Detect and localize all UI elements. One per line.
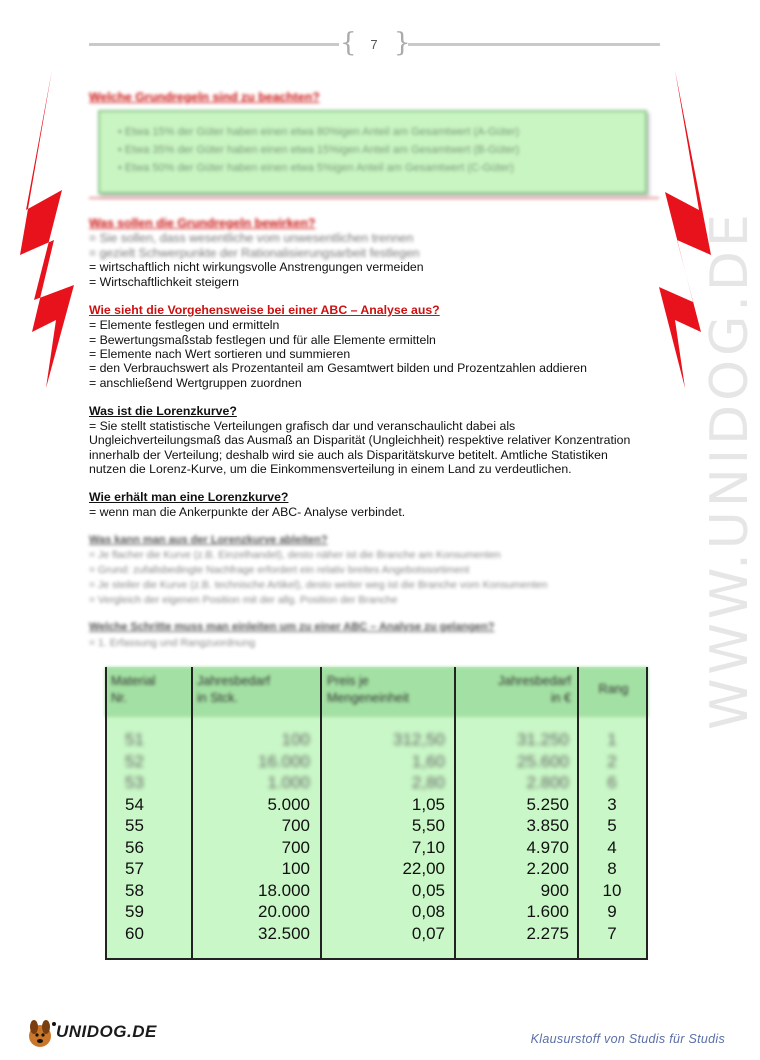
section-heading-grundregeln: Welche Grundregeln sind zu beachten?: [89, 90, 320, 104]
text-line: = anschließend Wertgruppen zuordnen: [89, 376, 302, 390]
table-cell-rang: 1: [607, 730, 617, 749]
text-line: = wirtschaftlich nicht wirkungsvolle Anstrengungen vermeiden: [89, 260, 424, 274]
table-cell-nr: 54: [125, 794, 144, 814]
section-heading-vorgehensweise: Wie sieht die Vorgehensweise bei einer ABC – Analyse aus?: [89, 303, 440, 317]
table-cell-bedarf: 18.000: [258, 880, 310, 900]
table-cell-nr: 51: [125, 730, 144, 749]
table-cell-bedarf: 100: [281, 859, 310, 878]
table-cell-preis: 0,07: [411, 923, 445, 943]
table-border-right: [646, 667, 648, 960]
red-divider: [89, 197, 659, 199]
table-cell-nr: 59: [125, 902, 144, 921]
logo-text: UNIDOG.DE: [56, 1022, 157, 1041]
table-cell-preis: 0,08: [411, 902, 445, 921]
table-cell-bedarf: 5.000: [267, 794, 310, 814]
page-number: 7: [370, 37, 378, 52]
text-line: = Sie sollen, dass wesentliche vom unwesentlichen trennen: [89, 231, 414, 245]
table-cell-nr: 56: [125, 837, 144, 857]
table-header-material: [111, 673, 181, 707]
table-cell-nr: 53: [125, 773, 144, 792]
header-text: Jahresbedarf: [498, 674, 571, 688]
table-cell-wert: 31.250: [517, 730, 569, 749]
section-heading-ableiten: Was kann man aus der Lorenzkurve ableiten?: [89, 534, 328, 546]
table-cell-bedarf: 16.000: [258, 751, 310, 771]
table-cell-rang: 3: [607, 794, 617, 814]
table-header-jahresbedarf-stck: [197, 673, 317, 707]
header-rule-right: [408, 43, 660, 46]
left-lightning-decoration: [18, 70, 78, 390]
table-cell-wert: 5.250: [526, 794, 569, 814]
table-cell-nr: 55: [125, 816, 144, 835]
table-cell-rang: 8: [607, 859, 617, 878]
table-cell-rang: 5: [607, 816, 617, 835]
text-line: = Wirtschaftlichkeit steigern: [89, 275, 240, 289]
text-line: = gezielt Schwerpunkte der Rationalisierungsarbeit festlegen: [89, 246, 420, 260]
table-cell-rang: 2: [607, 751, 617, 771]
table-cell-bedarf: 1.000: [267, 773, 310, 792]
table-cell-wert: 900: [540, 880, 569, 900]
grundregeln-box: [98, 110, 647, 194]
section-heading-lorenzkurve: Was ist die Lorenzkurve?: [89, 404, 237, 418]
table-col-divider: [320, 667, 322, 960]
text-line: innerhalb der Verteilung; deshalb wird sie auch als Disparitätskurve betitelt. Amtliche Statistiken: [89, 448, 608, 462]
table-cell-preis: 2,80: [411, 773, 445, 792]
table-cell-preis: 22,00: [402, 859, 445, 878]
table-col-divider: [454, 667, 456, 960]
table-cell-preis: 1,60: [411, 751, 445, 771]
table-border-bottom: [105, 958, 648, 960]
table-cell-preis: 5,50: [411, 816, 445, 835]
grundregel-item: • Etwa 50% der Güter haben einen etwa 5%igen Anteil am Gesamtwert (C-Güter): [118, 162, 514, 174]
table-cell-rang: 6: [607, 773, 617, 792]
text-line: = Je flacher die Kurve (z.B. Einzelhandel), desto näher ist die Branche am Konsumenten: [89, 549, 501, 561]
header-text: Preis je: [327, 674, 369, 688]
table-cell-rang: 7: [607, 923, 617, 943]
header-rule-left: [89, 43, 339, 46]
table-cell-preis: 7,10: [411, 837, 445, 857]
table-cell-nr: 58: [125, 880, 144, 900]
header-text: Nr.: [111, 691, 127, 705]
text-line: = Sie stellt statistische Verteilungen grafisch dar und veranschaulicht dabei als: [89, 419, 516, 433]
table-cell-wert: 2.800: [526, 773, 569, 792]
table-cell-wert: 4.970: [526, 837, 569, 857]
table-cell-rang: 4: [607, 837, 617, 857]
page-bracket-right: }: [394, 28, 411, 58]
text-line: nutzen die Lorenz-Kurve, um die Einkommensverteilung in einem Land zu verdeutlichen.: [89, 462, 572, 476]
header-text: Material: [111, 674, 156, 688]
text-line: Ungleichverteilungsmaß das Ausmaß an Disparität (Ungleichheit) respektive relativer Konzentration: [89, 433, 631, 447]
table-cell-bedarf: 32.500: [258, 923, 310, 943]
header-text: in €: [550, 691, 571, 705]
grundregel-item: • Etwa 35% der Güter haben einen etwa 15%igen Anteil am Gesamtwert (B-Güter): [118, 144, 520, 156]
header-text: Rang: [598, 682, 629, 696]
section-heading-bewirken: Was sollen die Grundregeln bewirken?: [89, 216, 316, 230]
table-cell-wert: 3.850: [526, 816, 569, 835]
table-cell-bedarf: 20.000: [258, 902, 310, 921]
table-col-divider: [191, 667, 193, 960]
table-cell-bedarf: 700: [281, 816, 310, 835]
table-cell-bedarf: 100: [281, 730, 310, 749]
table-cell-nr: 52: [125, 751, 144, 771]
table-cell-wert: 25.600: [517, 751, 569, 771]
table-cell-nr: 57: [125, 859, 144, 878]
page-bracket-left: {: [340, 28, 357, 58]
table-cell-preis: 0,05: [411, 880, 445, 900]
table-header-jahresbedarf-eur: [461, 673, 571, 707]
watermark: WWW.UNIDOG.DE: [700, 210, 760, 730]
table-border-left: [105, 667, 107, 960]
text-line: = Elemente festlegen und ermitteln: [89, 318, 280, 332]
abc-analyse-table: [105, 667, 648, 960]
table-cell-wert: 1.600: [526, 902, 569, 921]
text-line: = wenn man die Ankerpunkte der ABC- Analyse verbindet.: [89, 505, 406, 519]
text-line: = den Verbrauchswert als Prozentanteil am Gesamtwert bilden und Prozentzahlen addieren: [89, 361, 587, 375]
text-line: = Je steiler die Kurve (z.B. technische Artikel), desto weiter weg ist die Branche vom Konsumenten: [89, 579, 548, 591]
header-text: Mengeneinheit: [327, 691, 410, 705]
text-line: = Bewertungsmaßstab festlegen und für alle Elemente ermitteln: [89, 333, 436, 347]
footer-tagline: Klausurstoff von Studis für Studis: [530, 1032, 725, 1046]
header-text: Jahresbedarf: [197, 674, 270, 688]
table-header-rang: [579, 681, 648, 698]
table-header-preis: [327, 673, 455, 707]
table-cell-wert: 2.275: [526, 923, 569, 943]
table-cell-rang: 9: [607, 902, 617, 921]
text-line: = Vergleich der eigenen Position mit der allg. Position der Branche: [89, 594, 398, 606]
table-header-row: [105, 667, 648, 717]
table-cell-nr: 60: [125, 923, 144, 943]
table-cell-bedarf: 700: [281, 837, 310, 857]
grundregel-item: • Etwa 15% der Güter haben einen etwa 80%igen Anteil am Gesamtwert (A-Güter): [118, 126, 520, 138]
text-line: = Grund: zufallsbedingte Nachfrage erfordert ein relativ breites Angebotssortiment: [89, 564, 470, 576]
table-cell-wert: 2.200: [526, 859, 569, 878]
table-cell-preis: 1,05: [411, 794, 445, 814]
section-heading-erhalt-lorenzkurve: Wie erhält man eine Lorenzkurve?: [89, 490, 289, 504]
table-cell-rang: 10: [602, 880, 622, 900]
header-text: in Stck.: [197, 691, 238, 705]
text-line: = 1. Erfassung und Rangzuordnung: [89, 637, 256, 649]
section-heading-schritte: Welche Schritte muss man einleiten um zu einer ABC – Analyse zu gelangen?: [89, 621, 495, 633]
text-line: = Elemente nach Wert sortieren und summieren: [89, 347, 351, 361]
table-cell-preis: 312,50: [393, 730, 445, 749]
